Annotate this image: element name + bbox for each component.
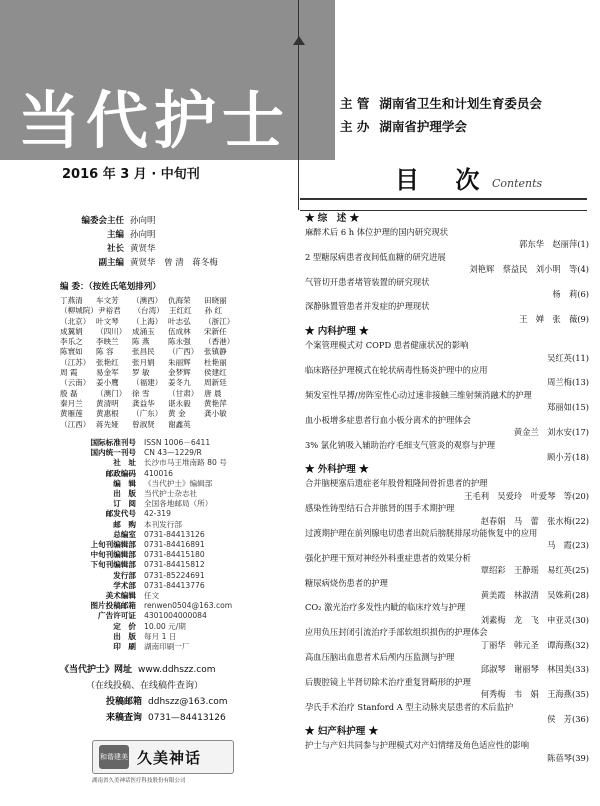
entry-authors: 侯 芳(36) <box>547 714 589 725</box>
entry-authors: 邱淑琴 谢丽琴 林国美(33) <box>480 664 589 675</box>
info-label: 图片投稿邮箱 <box>90 601 136 611</box>
committee-member: 朱丽辉 <box>168 357 191 367</box>
committee-member: 金梦辉 <box>168 368 191 378</box>
committee-member: 叶文琴 <box>96 316 119 326</box>
info-label: 中旬刊编辑部 <box>90 550 136 560</box>
committee-member: 黄艳萍 <box>204 398 227 408</box>
info-label: 定 价 <box>113 621 136 631</box>
entry-authors: 丁丽华 韩元圣 谭海燕(32) <box>480 639 589 650</box>
arrow-up-icon <box>293 36 305 45</box>
role-value: 孙向明 <box>130 216 156 226</box>
role-label: 编委会主任 <box>81 216 124 226</box>
website-line <box>60 662 215 675</box>
committee-member: （浙江） <box>204 316 235 326</box>
email-value[interactable]: ddhszz@163.com <box>148 697 228 707</box>
committee-member: （澳西） <box>132 296 163 305</box>
info-label: 编 辑 <box>113 478 136 488</box>
info-line <box>60 571 232 581</box>
committee-member: 李乐之 <box>60 337 83 347</box>
committee-row <box>60 368 240 378</box>
entry-authors: 覃绍彩 王静瑶 易红英(25) <box>480 565 589 576</box>
committee-member: 蒋先娅 <box>96 419 119 429</box>
info-value: 本刊发行部 <box>144 519 182 529</box>
committee-member: 罗 敏 <box>132 368 150 378</box>
entry-title: 感染性铸型结石合并脓肾的围手术期护理 <box>305 503 455 514</box>
editorial-role <box>50 228 156 240</box>
entry-title: 个案管理模式对 COPD 患者健康状况的影响 <box>305 340 469 351</box>
info-line <box>60 540 232 550</box>
info-label: 发行部 <box>113 570 136 580</box>
committee-member: 伍成林 <box>168 326 191 336</box>
committee-member: 张艳红 <box>96 357 119 367</box>
committee-row <box>60 296 240 306</box>
committee-row <box>60 317 240 327</box>
info-value: 湖南印刷一厂 <box>144 642 190 652</box>
entry-authors: 顾小芳(18) <box>547 451 589 462</box>
toc-entry[interactable] <box>305 626 589 651</box>
entry-title: 后腹腔镜上半肾切除术治疗重复肾畸形的护理 <box>305 676 471 687</box>
committee-member: 仇海荣 <box>168 296 191 305</box>
info-value: 0731-85224691 <box>144 570 205 580</box>
committee-member: 张昌民 <box>132 347 155 357</box>
committee-member: 黄雁莲 <box>60 409 83 419</box>
info-line <box>60 479 232 489</box>
committee-member: 王红红 <box>168 306 192 316</box>
toc-entry[interactable] <box>305 300 589 325</box>
sponsor-label: 主 办 <box>340 119 370 134</box>
toc-list <box>305 212 589 764</box>
committee-row <box>60 347 240 357</box>
toc-entry[interactable] <box>305 552 589 577</box>
magazine-title: 当代护士 <box>18 84 291 157</box>
committee-member: （香港） <box>204 337 235 347</box>
info-value: 0731-84416891 <box>144 540 205 550</box>
sponsor-line <box>340 117 467 135</box>
info-value: 410016 <box>144 468 173 478</box>
role-label: 副主编 <box>98 258 124 268</box>
entry-authors: 陈蓓琴(39) <box>547 752 589 763</box>
entry-title: 气管切开患者堵管装置的研究现状 <box>305 276 430 287</box>
entry-title: 2 型糖尿病患者夜间低血糖的研究进展 <box>305 251 446 262</box>
sponsor-value: 湖南省护理学会 <box>379 119 467 134</box>
entry-title: 过渡期护理在前列腺电切患者出院后膀胱排尿功能恢复中的应用 <box>305 527 538 538</box>
info-line <box>60 469 232 479</box>
committee-row <box>60 378 240 388</box>
committee-member: （四川） <box>96 326 127 336</box>
committee-row <box>60 399 240 409</box>
toc-entry[interactable] <box>305 739 589 764</box>
committee-row <box>60 420 240 430</box>
sponsor-company: 湖南省久美神话医疗科技股份有限公司 <box>92 778 186 784</box>
committee-member: 成涌玉 <box>132 326 155 336</box>
info-label: 下旬刊编辑部 <box>90 560 136 570</box>
committee-member: （广西） <box>168 347 199 357</box>
section-heading: ★ 外科护理 ★ <box>305 464 369 476</box>
info-line <box>60 520 232 530</box>
committee-member: 殷 磊 <box>60 388 78 398</box>
entry-authors: 马 霞(23) <box>547 540 589 551</box>
website-url[interactable]: www.ddhszz.com <box>138 665 216 675</box>
committee-row <box>60 409 240 419</box>
committee-member: （福建） <box>132 378 163 388</box>
committee-member: 杜艳丽 <box>204 357 227 367</box>
committee-member: 陈寰如 <box>60 347 83 357</box>
info-label: 社 址 <box>113 458 136 468</box>
logo-text: 久美神话 <box>137 748 202 767</box>
entry-title: 孕氏手术治疗 Stanford A 型主动脉夹层患者的术后监护 <box>305 701 514 712</box>
info-value: 0731-84413776 <box>144 580 205 590</box>
entry-title: 3% 氯化钠吸入辅助治疗毛细支气管炎的观察与护理 <box>305 439 496 450</box>
toc-entry[interactable] <box>305 389 589 414</box>
committee-row <box>60 327 240 337</box>
committee-row <box>60 337 240 347</box>
toc-entry[interactable] <box>305 577 589 602</box>
info-line <box>60 458 232 468</box>
entry-title: 临床路径护理模式在轮状病毒性肠炎护理中的应用 <box>305 365 488 376</box>
toc-entry[interactable] <box>305 414 589 439</box>
hotline-value: 0731—84413126 <box>148 713 226 723</box>
role-label: 社长 <box>106 244 124 254</box>
info-value: ISSN 1006－6411 <box>144 438 211 447</box>
section-heading: ★ 妇产科护理 ★ <box>305 726 379 738</box>
committee-member: 易金军 <box>96 368 119 378</box>
toc-entry[interactable] <box>305 439 589 464</box>
committee-member: 姜小鹰 <box>96 378 119 388</box>
info-label: 广告许可证 <box>98 611 136 621</box>
committee-member: 叶志弘 <box>168 316 191 326</box>
info-label: 邮 购 <box>113 519 136 529</box>
info-label: 国际标准刊号 <box>90 438 136 447</box>
toc-title: 目 次 <box>395 165 494 194</box>
entry-title: 合并脑梗塞后遗症老年股骨粗隆间骨折患者的护理 <box>305 478 488 489</box>
committee-row <box>60 306 240 316</box>
toc-entry[interactable] <box>305 601 589 626</box>
committee-member: 张月娟 <box>132 357 155 367</box>
info-line <box>60 591 232 601</box>
entry-authors: 刘素梅 龙 飞 申亚灵(30) <box>480 614 589 625</box>
info-line <box>60 611 232 621</box>
info-label: 国内统一刊号 <box>90 448 136 458</box>
toc-entry[interactable] <box>305 477 589 502</box>
sponsor-logo <box>92 740 234 774</box>
entry-authors: 王毛利 吴爱玲 叶爱琴 等(20) <box>464 490 589 501</box>
role-value: 孙向明 <box>130 230 156 240</box>
committee-member: 黄惠根 <box>96 409 119 419</box>
sponsor-label: 主 管 <box>340 96 370 111</box>
entry-title: 糖尿病烧伤患者的护理 <box>305 577 388 588</box>
committee-member: 秦月兰 <box>60 398 83 408</box>
info-value: 42-319 <box>144 509 171 519</box>
entry-authors: 刘艳辉 蔡益民 刘小明 等(4) <box>469 264 589 275</box>
entry-authors: 黄金兰 刘水安(17) <box>513 427 589 438</box>
hotline-label: 来稿查询 <box>106 713 143 723</box>
committee-member: 成翼娟 <box>60 326 83 336</box>
committee-member: 黄清明 <box>96 398 119 408</box>
toc-entry[interactable] <box>305 364 589 389</box>
role-value: 黄贤华 曾 清 蒋冬梅 <box>130 258 218 268</box>
entry-title: 高血压脑出血患者术后颅内压监测与护理 <box>305 652 455 662</box>
entry-authors: 王 婵 张 薇(9) <box>519 313 589 324</box>
committee-member: （广东） <box>132 409 163 419</box>
toc-rule <box>300 198 587 200</box>
committee-member: 侯建红 <box>204 368 227 378</box>
committee-member: 黄 金 <box>168 409 186 419</box>
issue-date: 2016 年 3 月 · 中旬刊 <box>62 167 200 182</box>
committee-member: （台湾） <box>133 306 164 316</box>
committee-member: 陈 容 <box>96 347 114 357</box>
info-value: 0731-84415812 <box>144 560 205 570</box>
entry-title: 深静脉置管患者并发症的护理现状 <box>305 301 430 312</box>
toc-rule-thin <box>300 210 587 211</box>
toc-entry[interactable] <box>305 251 589 276</box>
info-label: 出 版 <box>113 489 136 499</box>
committee-member: 谢鑫英 <box>168 419 191 429</box>
info-line <box>60 448 232 458</box>
committee-member: （江苏） <box>60 357 91 367</box>
toc-entry[interactable] <box>305 527 589 552</box>
committee-member: 周新廷 <box>204 378 227 388</box>
committee-member: 姜冬九 <box>168 378 191 388</box>
entry-authors: 吴红英(11) <box>547 352 589 363</box>
committee-heading: 编 委：（按姓氏笔划排列） <box>60 282 161 292</box>
info-label: 总编室 <box>113 529 136 539</box>
editorial-role <box>50 214 156 226</box>
toc-subtitle: Contents <box>492 177 543 190</box>
info-value: 10.00 元/期 <box>144 621 186 631</box>
committee-member: 陈 燕 <box>132 337 150 347</box>
committee-member: 尹裕君 <box>97 306 121 316</box>
entry-title: 麻醉术后 6 h 体位护理的国内研究现状 <box>305 227 448 237</box>
role-label: 主编 <box>106 230 124 240</box>
committee-member: （柳城院） <box>60 306 98 316</box>
committee-member: （澳门） <box>96 388 127 398</box>
info-value: 0731-84415180 <box>144 550 205 560</box>
info-value: 0731-84413126 <box>144 529 205 539</box>
committee-member: 李映兰 <box>96 337 119 347</box>
info-line <box>60 530 232 540</box>
info-line <box>60 509 232 519</box>
committee-member: 张镇静 <box>204 347 227 357</box>
section-heading: ★ 综 述 ★ <box>305 213 360 224</box>
info-label: 学术部 <box>113 580 136 590</box>
entry-authors: 周兰梅(13) <box>547 377 589 388</box>
committee-member: （江西） <box>60 419 91 429</box>
info-line <box>60 581 232 591</box>
toc-entry[interactable] <box>305 226 589 251</box>
entry-authors: 郭东华 赵丽萍(1) <box>519 239 589 250</box>
sponsor-value: 湖南省卫生和计划生育委员会 <box>379 96 542 111</box>
entry-title: 强化护理干预对神经外科重症患者的效果分析 <box>305 552 471 563</box>
committee-member: （北京） <box>60 316 91 326</box>
info-value: 长沙市马王堆南路 80 号 <box>144 458 227 468</box>
committee-member: 田晓丽 <box>204 296 227 305</box>
committee-member: 龚小敏 <box>204 409 227 419</box>
committee-member: 曾淑贤 <box>132 419 155 429</box>
entry-title: 血小板增多症患者行血小板分离术的护理体会 <box>305 414 471 425</box>
toc-entry[interactable] <box>305 276 589 301</box>
toc-entry[interactable] <box>305 339 589 364</box>
info-line <box>60 560 232 570</box>
toc-entry[interactable] <box>305 701 589 726</box>
logo-mark: 和谐建美 <box>99 745 129 769</box>
toc-entry[interactable] <box>305 651 589 676</box>
sponsor-line <box>340 94 542 112</box>
entry-title: 护士与产妇共同参与护理模式对产妇情绪及角色适应性的影响 <box>305 740 530 751</box>
editorial-role <box>50 256 218 268</box>
committee-member: （甘肃） <box>168 388 199 398</box>
editorial-role <box>50 242 156 254</box>
entry-title: CO₂ 激光治疗多发性内眦的临床疗效与护理 <box>305 602 466 613</box>
info-value: 每月 1 日 <box>144 631 177 641</box>
info-line <box>60 489 232 499</box>
entry-authors: 赵春娟 马 蕾 张水梅(22) <box>480 515 589 526</box>
committee-member: 唐 晨 <box>204 388 222 398</box>
committee-member: （云南） <box>60 378 91 388</box>
committee-member: （上海） <box>132 316 163 326</box>
vertical-divider <box>298 0 299 210</box>
info-value: CN 43—1229/R <box>144 448 202 458</box>
info-line <box>60 622 232 632</box>
info-label: 邮发代号 <box>105 509 136 519</box>
online-note: （在线投稿、在线稿件查询） <box>86 681 204 691</box>
entry-title: 频发室性早搏/房阵室性心动过速非接触三维射频消融术的护理 <box>305 389 532 400</box>
entry-authors: 何秀梅 韦 娟 王海燕(35) <box>480 689 589 700</box>
committee-member: 孙 红 <box>204 306 223 316</box>
entry-authors: 杨 莉(6) <box>552 289 589 300</box>
info-value: 《当代护士》编辑部 <box>144 478 213 488</box>
committee-member: 徐 雪 <box>132 388 150 398</box>
info-line <box>60 601 232 611</box>
committee-member: 丁燕清 <box>60 296 83 305</box>
info-value: 全国各地邮局（所） <box>144 499 213 509</box>
entry-title: 应用负压封闭引流治疗手部软组织损伤的护理体会 <box>305 627 488 638</box>
committee-member <box>204 420 240 430</box>
toc-entry[interactable] <box>305 502 589 527</box>
info-label: 美术编辑 <box>105 591 136 601</box>
email-line <box>106 694 228 707</box>
info-line <box>60 632 232 642</box>
email-label: 投稿邮箱 <box>106 697 143 707</box>
entry-authors: 郑丽如(15) <box>547 402 589 413</box>
website-label: 《当代护士》网址 <box>60 665 133 675</box>
committee-member: 宋新任 <box>204 326 227 336</box>
info-line <box>60 438 232 448</box>
info-value: 当代护士杂志社 <box>144 489 198 499</box>
committee-member: 龚益华 <box>132 398 155 408</box>
committee-member: 车文芳 <box>96 296 119 305</box>
info-label: 印 刷 <box>113 642 136 652</box>
committee-member: 谌永毅 <box>168 398 191 408</box>
info-line <box>60 499 232 509</box>
committee-row <box>60 358 240 368</box>
info-label: 上旬刊编辑部 <box>90 540 136 550</box>
committee-member: 陈永强 <box>168 337 191 347</box>
info-value: 任文 <box>144 591 160 601</box>
publication-info <box>60 438 232 652</box>
committee-member: 周 霞 <box>60 368 78 378</box>
info-line <box>60 642 232 652</box>
info-line <box>60 550 232 560</box>
role-value: 黄贤华 <box>130 244 156 254</box>
info-value: renwen0504@163.com <box>144 601 233 611</box>
committee-list <box>60 296 240 430</box>
info-label: 出 版 <box>113 631 136 641</box>
toc-entry[interactable] <box>305 676 589 701</box>
info-label: 订 阅 <box>113 499 136 509</box>
section-heading: ★ 内科护理 ★ <box>305 326 369 338</box>
hotline-line <box>106 710 226 723</box>
info-value: 4301004000084 <box>144 611 207 621</box>
info-label: 邮政编码 <box>105 468 136 478</box>
committee-row <box>60 389 240 399</box>
entry-authors: 黄美霞 林淑清 吴姝莉(28) <box>480 589 589 600</box>
